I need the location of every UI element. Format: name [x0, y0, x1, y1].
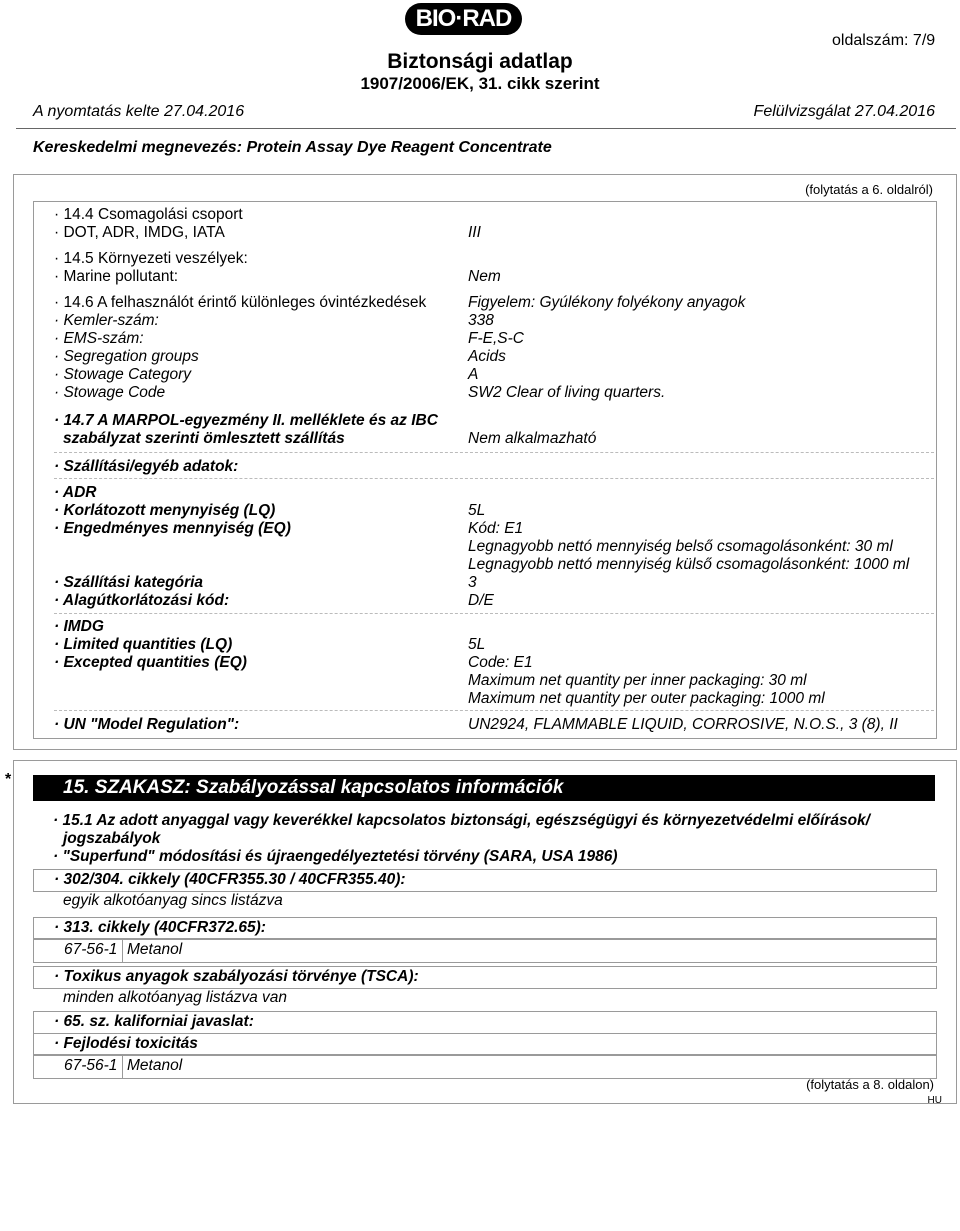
transport-cat-value: 3 — [468, 574, 477, 591]
imdg-eq-value-3: Maximum net quantity per outer packaging: 1000 ml — [468, 690, 825, 707]
dot-label: · DOT, ADR, IMDG, IATA — [54, 224, 225, 241]
divider — [54, 452, 934, 453]
transport-other-label: · Szállítási/egyéb adatok: — [54, 458, 239, 475]
stowage-cat-label: · Stowage Category — [54, 366, 191, 383]
tsca-header-box — [33, 966, 937, 989]
change-marker: * — [5, 771, 12, 788]
prop65-header-box — [33, 1011, 937, 1034]
tsca-value: minden alkotóanyag listázva van — [63, 989, 288, 1006]
stowage-cat-value: A — [468, 366, 479, 383]
imdg-label: · IMDG — [54, 618, 104, 635]
divider — [54, 613, 934, 614]
tsca-label: · Toxikus anyagok szabályozási törvénye (TSCA): — [54, 968, 419, 985]
stowage-code-value: SW2 Clear of living quarters. — [468, 384, 666, 401]
imdg-lq-label: · Limited quantities (LQ) — [54, 636, 233, 653]
s313-cas: 67-56-1 — [64, 941, 118, 958]
page-number: oldalszám: 7/9 — [832, 32, 936, 49]
segregation-value: Acids — [468, 348, 506, 365]
kemler-label: · Kemler-szám: — [54, 312, 159, 329]
devtox-name: Metanol — [127, 1057, 183, 1074]
kemler-value: 338 — [468, 312, 494, 329]
ems-value: F-E,S-C — [468, 330, 524, 347]
adr-lq-label: · Korlátozott menynyiség (LQ) — [54, 502, 276, 519]
s313-label: · 313. cikkely (40CFR372.65): — [54, 919, 266, 936]
dot-value: III — [468, 224, 481, 241]
prop65-label: · 65. sz. kaliforniai javaslat: — [54, 1013, 254, 1030]
cell-divider — [122, 939, 123, 962]
revision-date: Felülvizsgálat 27.04.2016 — [753, 103, 935, 120]
superfund-label: · "Superfund" módosítási és újraengedélyeztetési törvény (SARA, USA 1986) — [53, 848, 618, 865]
header-divider — [16, 128, 956, 129]
un-model-label: · UN "Model Regulation": — [54, 716, 240, 733]
imdg-lq-value: 5L — [468, 636, 486, 653]
s313-name: Metanol — [127, 941, 183, 958]
ems-label: · EMS-szám: — [54, 330, 144, 347]
devtox-cas: 67-56-1 — [64, 1057, 118, 1074]
section15-header — [33, 775, 935, 801]
section14-content — [33, 201, 937, 739]
s313-table-row — [33, 938, 937, 963]
s313-header-box — [33, 917, 937, 940]
marine-label: · Marine pollutant: — [54, 268, 179, 285]
trade-name: Kereskedelmi megnevezés: Protein Assay Dye Reagent Concentrate — [33, 139, 552, 156]
s302-header-box — [33, 869, 937, 892]
devtox-header-box — [33, 1033, 937, 1056]
marpol-label-1: · 14.7 A MARPOL-egyezmény II. melléklete és az IBC — [54, 412, 438, 429]
special-label: · 14.6 A felhasználót érintő különleges óvintézkedések — [54, 294, 427, 311]
section15-title: 15. SZAKASZ: Szabályozással kapcsolatos információk — [63, 777, 564, 798]
document-title: Biztonsági adatlap — [387, 50, 573, 73]
bio-rad-logo: BIO·RAD — [405, 3, 522, 35]
s302-label: · 302/304. cikkely (40CFR355.30 / 40CFR355.40): — [54, 871, 406, 888]
un-model-value: UN2924, FLAMMABLE LIQUID, CORROSIVE, N.O.S., 3 (8), II — [468, 716, 898, 733]
env-hazards-label: · 14.5 Környezeti veszélyek: — [54, 250, 248, 267]
tunnel-label: · Alagútkorlátozási kód: — [54, 592, 230, 609]
packing-group-label: · 14.4 Csomagolási csoport — [54, 206, 243, 223]
marine-value: Nem — [468, 268, 501, 285]
stowage-code-label: · Stowage Code — [54, 384, 166, 401]
adr-eq-value-2: Legnagyobb nettó mennyiség belső csomagolásonként: 30 ml — [468, 538, 893, 555]
adr-eq-value-1: Kód: E1 — [468, 520, 524, 537]
continued-to: (folytatás a 8. oldalon) — [806, 1077, 934, 1092]
divider — [54, 710, 934, 711]
cell-divider — [122, 1055, 123, 1078]
devtox-table-row — [33, 1054, 937, 1079]
devtox-label: · Fejlodési toxicitás — [54, 1035, 198, 1052]
marpol-value: Nem alkalmazható — [468, 430, 597, 447]
tunnel-value: D/E — [468, 592, 494, 609]
adr-lq-value: 5L — [468, 502, 486, 519]
adr-label: · ADR — [54, 484, 97, 501]
document-subtitle: 1907/2006/EK, 31. cikk szerint — [360, 74, 600, 93]
language-code: HU — [927, 1095, 942, 1106]
s302-value: egyik alkotóanyag sincs listázva — [63, 892, 283, 909]
divider — [54, 478, 934, 479]
regulations-intro-2: jogszabályok — [63, 830, 161, 847]
adr-eq-value-3: Legnagyobb nettó mennyiség külső csomagolásonként: 1000 ml — [468, 556, 910, 573]
print-date: A nyomtatás kelte 27.04.2016 — [33, 103, 245, 120]
marpol-label-2: szabályzat szerinti ömlesztett szállítás — [63, 430, 345, 447]
regulations-intro-1: · 15.1 Az adott anyaggal vagy keverékkel kapcsolatos biztonsági, egészségügyi és környezetvédelmi előírások/ — [53, 812, 870, 829]
special-value: Figyelem: Gyúlékony folyékony anyagok — [468, 294, 746, 311]
adr-eq-label: · Engedményes mennyiség (EQ) — [54, 520, 291, 537]
imdg-eq-value-2: Maximum net quantity per inner packaging: 30 ml — [468, 672, 807, 689]
transport-cat-label: · Szállítási kategória — [54, 574, 204, 591]
continued-from: (folytatás a 6. oldalról) — [805, 182, 933, 197]
imdg-eq-value-1: Code: E1 — [468, 654, 533, 671]
segregation-label: · Segregation groups — [54, 348, 199, 365]
imdg-eq-label: · Excepted quantities (EQ) — [54, 654, 247, 671]
